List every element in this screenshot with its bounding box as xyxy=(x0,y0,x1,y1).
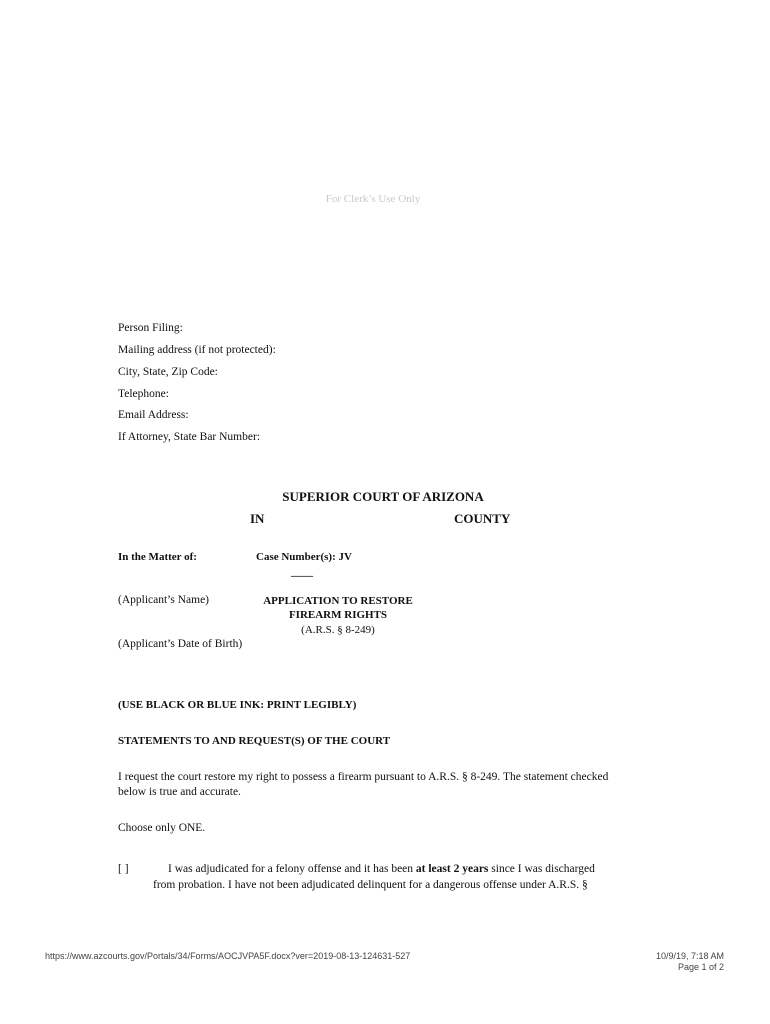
applicant-name-label: (Applicant’s Name) xyxy=(118,594,210,606)
telephone-label: Telephone: xyxy=(118,388,169,400)
case-number-blank: ____ xyxy=(291,566,313,578)
request-paragraph: I request the court restore my right to possess a firearm pursuant to A.R.S. § 8-249. The statement checked below is true and accurate. xyxy=(118,771,609,798)
person-filing-label: Person Filing: xyxy=(118,322,183,334)
case-number-label: Case Number(s): JV xyxy=(256,551,352,563)
email-address-label: Email Address: xyxy=(118,409,189,421)
footer-page-number: Page 1 of 2 xyxy=(677,962,724,972)
city-state-zip-label: City, State, Zip Code: xyxy=(118,366,218,378)
option-text-before: I was adjudicated for a felony offense and it has been xyxy=(168,863,416,875)
form-title-line2: FIREARM RIGHTS xyxy=(288,609,388,621)
option-statement-line1 xyxy=(168,863,595,875)
section-heading: STATEMENTS TO AND REQUEST(S) OF THE COURT xyxy=(118,735,391,747)
footer-datetime: 10/9/19, 7:18 AM xyxy=(655,951,724,961)
matter-label: In the Matter of: xyxy=(118,551,197,563)
ink-instructions: (USE BLACK OR BLUE INK: PRINT LEGIBLY) xyxy=(118,699,357,711)
applicant-dob-label: (Applicant’s Date of Birth) xyxy=(118,638,243,650)
mailing-address-label: Mailing address (if not protected): xyxy=(118,344,276,356)
state-bar-number-label: If Attorney, State Bar Number: xyxy=(118,431,261,443)
option-text-after: since I was discharged xyxy=(488,863,595,875)
choose-instruction: Choose only ONE. xyxy=(118,822,206,834)
form-title-line1: APPLICATION TO RESTORE xyxy=(263,595,413,607)
option-statement-line2: from probation. I have not been adjudicated delinquent for a dangerous offense under A.R.S. § xyxy=(153,879,588,891)
footer-url: https://www.azcourts.gov/Portals/34/Forms/AOCJVPA5F.docx?ver=2019-08-13-124631-527 xyxy=(45,951,411,961)
option-text-bold: at least 2 years xyxy=(415,863,489,875)
county-label: COUNTY xyxy=(454,511,511,526)
option-checkbox[interactable]: [ ] xyxy=(118,863,129,875)
clerk-use-label: For Clerk’s Use Only xyxy=(325,193,421,205)
county-in-label: IN xyxy=(250,511,265,526)
court-title: SUPERIOR COURT OF ARIZONA xyxy=(282,489,484,504)
form-citation: (A.R.S. § 8-249) xyxy=(301,624,375,636)
